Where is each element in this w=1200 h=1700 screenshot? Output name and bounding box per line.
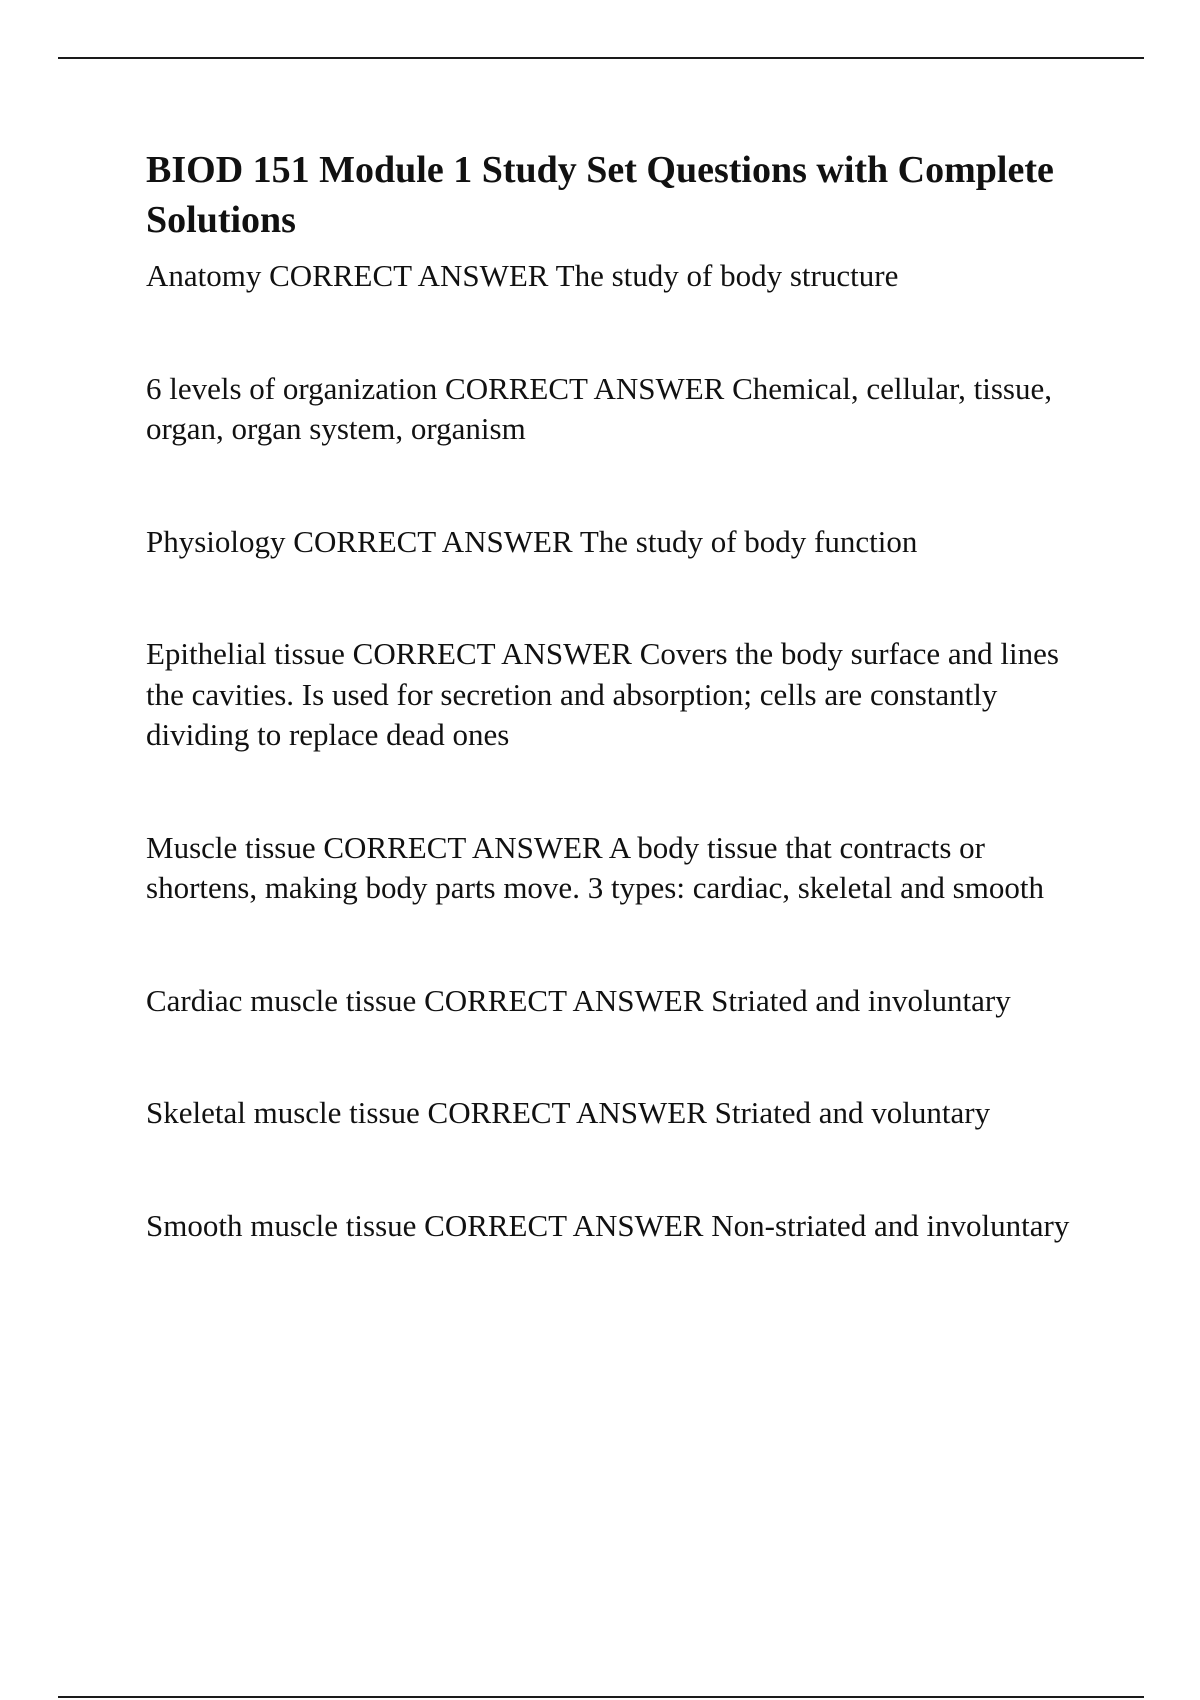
qa-term: Smooth muscle tissue — [146, 1207, 417, 1243]
header-divider — [58, 57, 1144, 59]
qa-item — [146, 1093, 1096, 1134]
qa-item — [146, 828, 1096, 909]
qa-item — [146, 981, 1096, 1022]
qa-marker: CORRECT ANSWER — [323, 829, 603, 865]
document-title: BIOD 151 Module 1 Study Set Questions with Complete Solutions — [146, 149, 1054, 241]
qa-marker: CORRECT ANSWER — [352, 636, 632, 671]
qa-marker: CORRECT ANSWER — [424, 1207, 704, 1243]
qa-answer: Non-striated and involuntary — [711, 1207, 1070, 1243]
qa-item — [146, 634, 1096, 756]
qa-term: Skeletal muscle tissue — [146, 1095, 420, 1130]
footer-divider — [58, 1696, 1144, 1698]
qa-term: Cardiac muscle tissue — [146, 982, 417, 1018]
qa-marker: CORRECT ANSWER — [269, 258, 549, 293]
qa-term: Muscle tissue — [146, 829, 316, 865]
qa-item — [146, 522, 1096, 563]
qa-answer: The study of body structure — [555, 258, 899, 293]
qa-item — [146, 256, 1096, 297]
qa-answer: Covers the body surface and lines the cavities. Is used for secretion and absorption; cells are constantly dividing to replace dead ones — [146, 636, 1059, 752]
qa-marker: CORRECT ANSWER — [445, 370, 725, 406]
qa-answer: Striated and involuntary — [711, 982, 1011, 1018]
qa-term: Anatomy — [146, 258, 262, 293]
qa-item — [146, 369, 1096, 450]
qa-marker: CORRECT ANSWER — [424, 982, 704, 1018]
qa-marker: CORRECT ANSWER — [293, 523, 573, 559]
qa-term: 6 levels of organization — [146, 370, 438, 406]
document-body — [146, 145, 1096, 1246]
qa-answer: The study of body function — [579, 523, 918, 559]
qa-answer: A body tissue that contracts or shortens, making body parts move. 3 types: cardiac, skeletal and smooth — [146, 829, 1044, 905]
qa-marker: CORRECT ANSWER — [427, 1095, 707, 1130]
qa-term: Physiology — [146, 523, 286, 559]
qa-item — [146, 1206, 1096, 1247]
qa-answer: Striated and voluntary — [714, 1095, 991, 1130]
qa-term: Epithelial tissue — [146, 636, 345, 671]
qa-answer: Chemical, cellular, tissue, organ, organ system, organism — [146, 370, 1052, 446]
